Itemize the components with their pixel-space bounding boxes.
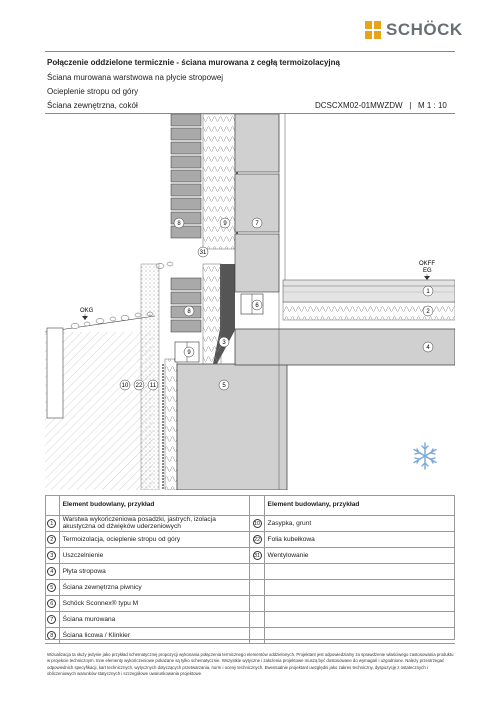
table-row xyxy=(45,531,455,547)
marker-22-label: 22 xyxy=(135,383,143,389)
level-eg: EG xyxy=(423,268,432,274)
table-row xyxy=(45,595,455,611)
legend-number-right xyxy=(250,595,264,611)
marker-2-label: 2 xyxy=(426,309,430,315)
marker-10-label: 10 xyxy=(121,383,129,389)
legend-number-right xyxy=(250,515,264,531)
legend-number-badge: 22 xyxy=(253,536,261,543)
table-row xyxy=(45,611,455,627)
marker-5-label: 5 xyxy=(222,383,226,389)
footer-disclaimer: Wizualizacja ta służy jedynie jako przykład schematycznej propozycji wykonania połączenia termicznego elementów oddzielonych. Projektant jest odpowiedzialny za sprawdzenie właściwego zastosowania produktu w projekcie technicznym. Inne elementy wykończeniowe pokazane są tylko schematycznie. Wszystkie wytyczne i założenia projektowe muszą być dostosowane do wymagań i uzgodnione. Należy przestrzegać odpowiednich specyfikacji, kart technicznych, wytycznych dotyczących przetwarzania, norm i oceny technicznych. Ewentualnie projektant uwzględni jako zakres techniczny, dyspozycję z ostatecznych i obliczeniowych warunków statycznych i szczegółowe uwarunkowania projektowe. xyxy=(47,652,454,676)
brand-name: SCHÖCK xyxy=(386,20,463,39)
legend-text-left: Ściana murowana xyxy=(59,611,250,627)
legend-text-right xyxy=(264,579,455,595)
marker-31-label: 31 xyxy=(199,250,207,256)
marker-10 xyxy=(120,380,130,390)
table-row xyxy=(45,547,455,563)
legend-text-right xyxy=(264,611,455,627)
table-row xyxy=(45,515,455,531)
legend-text-left: Schöck Sconnex® typu M xyxy=(59,595,250,611)
legend-number-badge: 7 xyxy=(47,615,56,624)
legend-number-left xyxy=(45,627,59,643)
detail-drawing xyxy=(45,114,455,490)
legend-number-right xyxy=(250,563,264,579)
legend-number-badge: 1 xyxy=(47,519,56,528)
legend-number-left xyxy=(45,595,59,611)
legend-number-right xyxy=(250,611,264,627)
backfill-layer xyxy=(141,264,159,490)
marker-7 xyxy=(252,218,262,228)
legend-number-badge: 31 xyxy=(253,552,261,559)
legend-number-left xyxy=(45,563,59,579)
basement-wall xyxy=(177,364,287,490)
legend-number-left xyxy=(45,547,59,563)
marker-5 xyxy=(219,380,229,390)
legend-text-right: Zasypka, grunt xyxy=(264,515,455,531)
legend-text-right xyxy=(264,563,455,579)
legend-header-row xyxy=(45,495,455,515)
page-title: Połączenie oddzielone termicznie - ściana murowana z cegłą termoizolacyjną xyxy=(47,58,340,67)
table-row xyxy=(45,563,455,579)
subtitle-1: Ściana murowana warstwowa na płycie stropowej xyxy=(47,73,224,82)
subtitle-3: Ściana zewnętrzna, cokół xyxy=(47,101,138,110)
legend-number-right xyxy=(250,627,264,643)
masonry-wall xyxy=(235,114,279,292)
marker-22 xyxy=(134,380,144,390)
legend-number-right xyxy=(250,531,264,547)
legend-text-right xyxy=(264,595,455,611)
marker-4 xyxy=(423,342,433,352)
marker-9 xyxy=(184,347,194,357)
marker-6-label: 6 xyxy=(255,303,259,309)
legend-number-badge: 8 xyxy=(47,631,56,640)
marker-8b-label: 8 xyxy=(177,221,181,227)
marker-8 xyxy=(184,306,194,316)
legend-number-left xyxy=(45,611,59,627)
marker-11-label: 11 xyxy=(149,383,157,389)
legend-number-badge: 3 xyxy=(47,551,56,560)
legend-table xyxy=(45,495,455,644)
marker-1 xyxy=(423,286,433,296)
legend-text-left: Ściana zewnętrzna piwnicy xyxy=(59,579,250,595)
marker-8-label: 8 xyxy=(187,309,191,315)
legend-text-right xyxy=(264,627,455,643)
table-row xyxy=(45,627,455,643)
marker-4-label: 4 xyxy=(426,345,430,351)
level-okg: OKG xyxy=(80,308,94,314)
legend-text-left: Termoizolacja, ocieplenie stropu od góry xyxy=(59,531,250,547)
legend-number-right xyxy=(250,579,264,595)
legend-number-right xyxy=(250,547,264,563)
subtitle-2: Ocieplenie stropu od góry xyxy=(47,87,139,96)
legend-number-left xyxy=(45,515,59,531)
legend-header-left: Element budowlany, przykład xyxy=(59,495,250,515)
legend-number-badge: 6 xyxy=(47,599,56,608)
legend-header-right: Element budowlany, przykład xyxy=(264,495,455,515)
marker-31 xyxy=(198,247,208,257)
marker-7-label: 7 xyxy=(255,221,259,227)
legend-text-left: Uszczelnienie xyxy=(59,547,250,563)
snowflake-icon xyxy=(414,443,436,469)
marker-3-label: 3 xyxy=(222,340,226,346)
legend-number-left xyxy=(45,579,59,595)
legend-text-left: Płyta stropowa xyxy=(59,563,250,579)
legend-number-badge: 5 xyxy=(47,583,56,592)
marker-6 xyxy=(252,300,262,310)
header-rule xyxy=(45,51,455,52)
table-row xyxy=(45,579,455,595)
drawing-code: DCSCXM02-01MWZDW | M 1 : 10 xyxy=(315,101,447,110)
brand-logo xyxy=(365,20,463,40)
marker-9-label: 9 xyxy=(187,350,191,356)
marker-2 xyxy=(423,306,433,316)
legend-text-right: Wentylowanie xyxy=(264,547,455,563)
marker-8b xyxy=(174,218,184,228)
marker-9b-label: 9 xyxy=(223,221,227,227)
curb xyxy=(47,328,63,418)
level-okff: OKFF xyxy=(419,261,435,267)
legend-number-badge: 4 xyxy=(47,567,56,576)
legend-number-badge: 10 xyxy=(253,520,261,527)
legend-text-left: Ściana licowa / Klinkier xyxy=(59,627,250,643)
cavity-insulation xyxy=(203,114,235,249)
legend-text-left: Warstwa wykończeniowa posadzki, jastrych, izolacja akustyczna od dźwięków uderzeniowych xyxy=(59,515,250,531)
perimeter-insulation xyxy=(165,359,177,490)
marker-3 xyxy=(219,337,229,347)
floor-slab xyxy=(235,329,455,365)
legend-text-right: Folia kubełkowa xyxy=(264,531,455,547)
legend-number-left xyxy=(45,531,59,547)
legend-number-badge: 2 xyxy=(47,535,56,544)
marker-11 xyxy=(148,380,158,390)
schock-logo-icon xyxy=(365,21,381,39)
marker-9b xyxy=(220,218,230,228)
marker-1-label: 1 xyxy=(426,289,430,295)
